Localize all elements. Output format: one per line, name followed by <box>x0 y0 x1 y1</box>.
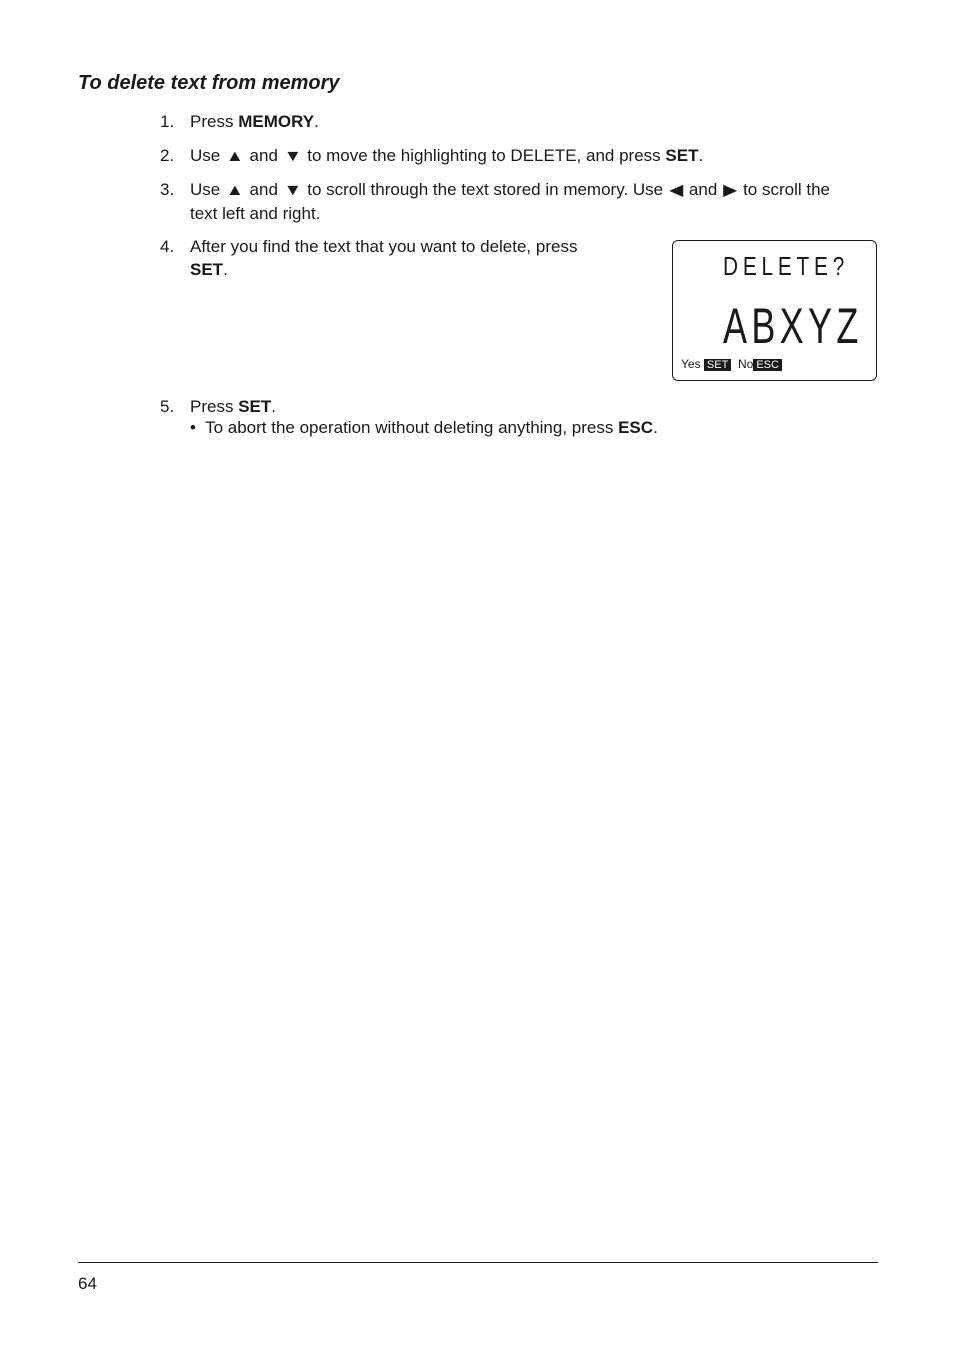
step-number: 1. <box>160 112 175 131</box>
lcd-no-label: No <box>738 357 754 371</box>
key-set: SET <box>190 260 224 279</box>
bullet-text: To abort the operation without deleting anything, press <box>205 418 619 437</box>
key-memory: MEMORY <box>238 112 315 131</box>
step-number: 2. <box>160 146 175 165</box>
step-text: Use <box>190 180 221 199</box>
step-text: Use <box>190 146 221 165</box>
step-text: and <box>249 146 278 165</box>
bullet-mark: • <box>190 418 196 437</box>
step-text-end: . <box>271 397 276 416</box>
lcd-set-key: SET <box>704 359 731 371</box>
lcd-prompt: DELETE? <box>723 251 850 281</box>
step-number: 3. <box>160 180 175 199</box>
step-text: After you find the text that you want to delete, press <box>190 237 578 256</box>
lcd-yes-label: Yes <box>681 357 701 371</box>
bullet-text-end: . <box>653 418 658 437</box>
left-arrow-icon: ◀ <box>668 182 684 199</box>
step-number: 4. <box>160 237 175 256</box>
lcd-display <box>672 240 877 381</box>
step-text: and <box>688 180 718 199</box>
step-text-end: . <box>698 146 704 165</box>
key-set: SET <box>238 397 272 416</box>
lcd-esc-key: ESC <box>753 359 782 371</box>
step-text-end: . <box>223 260 228 279</box>
down-arrow-icon: ▼ <box>283 148 302 165</box>
step-text-end: . <box>314 112 319 131</box>
lcd-options <box>681 357 782 371</box>
bullet-note <box>190 418 658 438</box>
right-arrow-icon: ▶ <box>723 182 738 199</box>
footer-rule <box>78 1262 878 1263</box>
step-text-line2: text left and right. <box>190 204 321 223</box>
step-text: to move the highlighting to DELETE, and press <box>307 146 666 165</box>
step-text: and <box>249 180 278 199</box>
section-heading: To delete text from memory <box>78 72 340 94</box>
down-arrow-icon: ▼ <box>283 182 302 199</box>
page-number: 64 <box>78 1274 97 1293</box>
up-arrow-icon: ▲ <box>225 148 245 165</box>
key-set: SET <box>665 146 699 165</box>
step-number: 5. <box>160 397 175 416</box>
step-text: Press <box>190 397 239 416</box>
key-esc: ESC <box>618 418 654 437</box>
step-text: to scroll through the text stored in memory. Use <box>307 180 664 199</box>
step-text: to scroll the <box>743 180 830 199</box>
step-text: Press <box>190 112 239 131</box>
up-arrow-icon: ▲ <box>225 182 245 199</box>
lcd-text: ABXYZ <box>723 298 863 354</box>
